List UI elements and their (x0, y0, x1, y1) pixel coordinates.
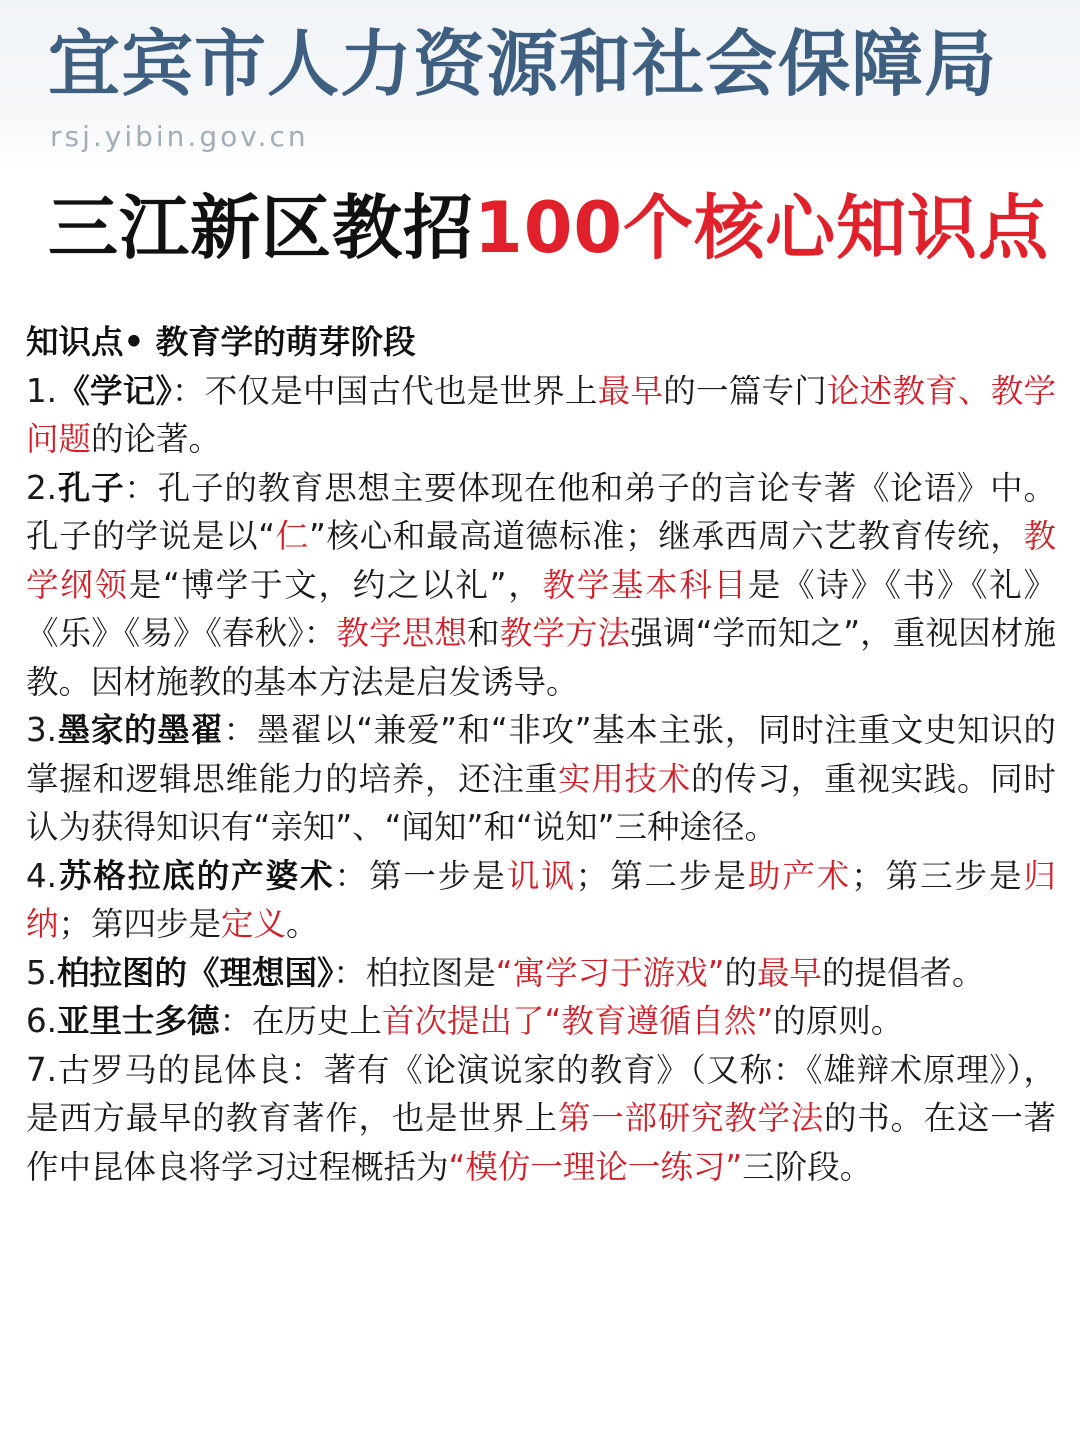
item-text: 的 (724, 953, 757, 992)
org-url: rsj.yibin.gov.cn (50, 120, 309, 153)
item-text: 的一篇专门 (663, 371, 827, 410)
knowledge-item (26, 706, 1056, 852)
item-text: 4. (26, 856, 58, 895)
knowledge-entries (26, 367, 1056, 1192)
highlight-text: 教学基本科目 (542, 565, 748, 604)
item-text: 强调“学而知之”，重视因材施教。因材施教的基本方法是启发诱导。 (26, 614, 1056, 701)
item-text: 三阶段。 (742, 1147, 873, 1186)
item-text: 。 (286, 905, 319, 943)
item-text: ：孔子的教育思想主要体现在他和弟子的言论专著《论语》中。孔子的学说是以“ (26, 468, 1056, 555)
highlight-text: 教学思想 (336, 614, 468, 652)
highlight-text: 实用技术 (557, 759, 691, 798)
item-text: ；第三步是 (851, 856, 1024, 895)
item-text: 7.古罗马的昆体良：著有《论演说家的教育》（又称：《雄辩术原理》），是西方最早的教育著作，也是世界上 (26, 1050, 1056, 1137)
item-text: ：不仅是中国古代也是世界上 (172, 371, 598, 410)
highlight-text: 最早 (757, 953, 823, 992)
header-banner (0, 0, 1080, 168)
item-text: 6. (26, 1002, 58, 1040)
highlight-text: 归纳 (26, 856, 1056, 943)
highlight-text: 首次提出了“教育遵循自然” (382, 1002, 774, 1040)
highlight-text: 助产术 (747, 856, 852, 895)
item-text: ：在历史上 (219, 1002, 383, 1040)
highlight-text: 教学方法 (499, 614, 631, 652)
item-term: 《学记》 (57, 371, 173, 410)
item-text: 5. (26, 953, 58, 992)
item-text: 2. (26, 468, 58, 507)
item-text: 1. (26, 371, 58, 410)
item-text: ；第四步是 (58, 905, 222, 943)
item-term: 苏格拉底的产婆术 (57, 856, 335, 895)
highlight-text: “模仿一理论一练习” (448, 1147, 743, 1186)
item-text: ”核心和最高道德标准；继承西周六艺教育传统， (309, 517, 1024, 555)
item-text: ：墨翟以“兼爱”和“非攻”基本主张，同时注重文史知识的掌握和逻辑思维能力的培养，还注重 (26, 711, 1056, 798)
highlight-text: 论述教育、教学问题 (26, 371, 1056, 458)
item-text: ；第二步是 (575, 856, 748, 895)
item-text: 的提倡者。 (822, 953, 985, 992)
item-term: 亚里士多德 (57, 1002, 220, 1040)
highlight-text: 最早 (597, 371, 664, 410)
knowledge-item (26, 464, 1056, 707)
highlight-text: 第一部研究教学法 (557, 1099, 824, 1137)
highlight-text: 仁 (275, 517, 310, 555)
section-heading: 知识点• 教育学的萌芽阶段 (26, 323, 416, 361)
highlight-text: “寓学习于游戏” (495, 953, 725, 992)
item-text: 和 (467, 614, 500, 652)
highlight-text: 讥讽 (506, 856, 576, 895)
knowledge-item (26, 852, 1056, 949)
item-text: 是《诗》《书》《礼》《乐》《易》《春秋》： (26, 565, 1056, 652)
title-part-black: 三江新区教招 (48, 187, 474, 269)
item-text: 的书。在这一著作中昆体良将学习过程概括为 (26, 1099, 1056, 1186)
item-text: 的论著。 (91, 420, 222, 458)
knowledge-item (26, 1046, 1056, 1192)
title-part-red: 100个核心知识点 (474, 187, 1050, 269)
item-term: 孔子 (57, 468, 125, 507)
page-title (48, 186, 1049, 270)
item-term: 墨家的墨翟 (57, 711, 224, 749)
knowledge-item (26, 997, 1056, 1046)
item-text: 是“博学于文，约之以礼”， (128, 565, 543, 604)
item-text: ：第一步是 (334, 856, 507, 895)
knowledge-item (26, 949, 1056, 998)
knowledge-content (26, 318, 1056, 1191)
knowledge-item (26, 367, 1056, 464)
item-term: 柏拉图的《理想国》 (57, 953, 334, 992)
item-text: 的传习，重视实践。同时认为获得知识有“亲知”、“闻知”和“说知”三种途径。 (26, 759, 1056, 846)
item-text: 3. (26, 711, 58, 749)
org-name: 宜宾市人力资源和社会保障局 (48, 22, 998, 106)
item-text: 的原则。 (773, 1002, 904, 1040)
item-text: ：柏拉图是 (333, 953, 496, 992)
highlight-text: 定义 (221, 905, 287, 943)
highlight-text: 教学纲领 (26, 517, 1056, 604)
